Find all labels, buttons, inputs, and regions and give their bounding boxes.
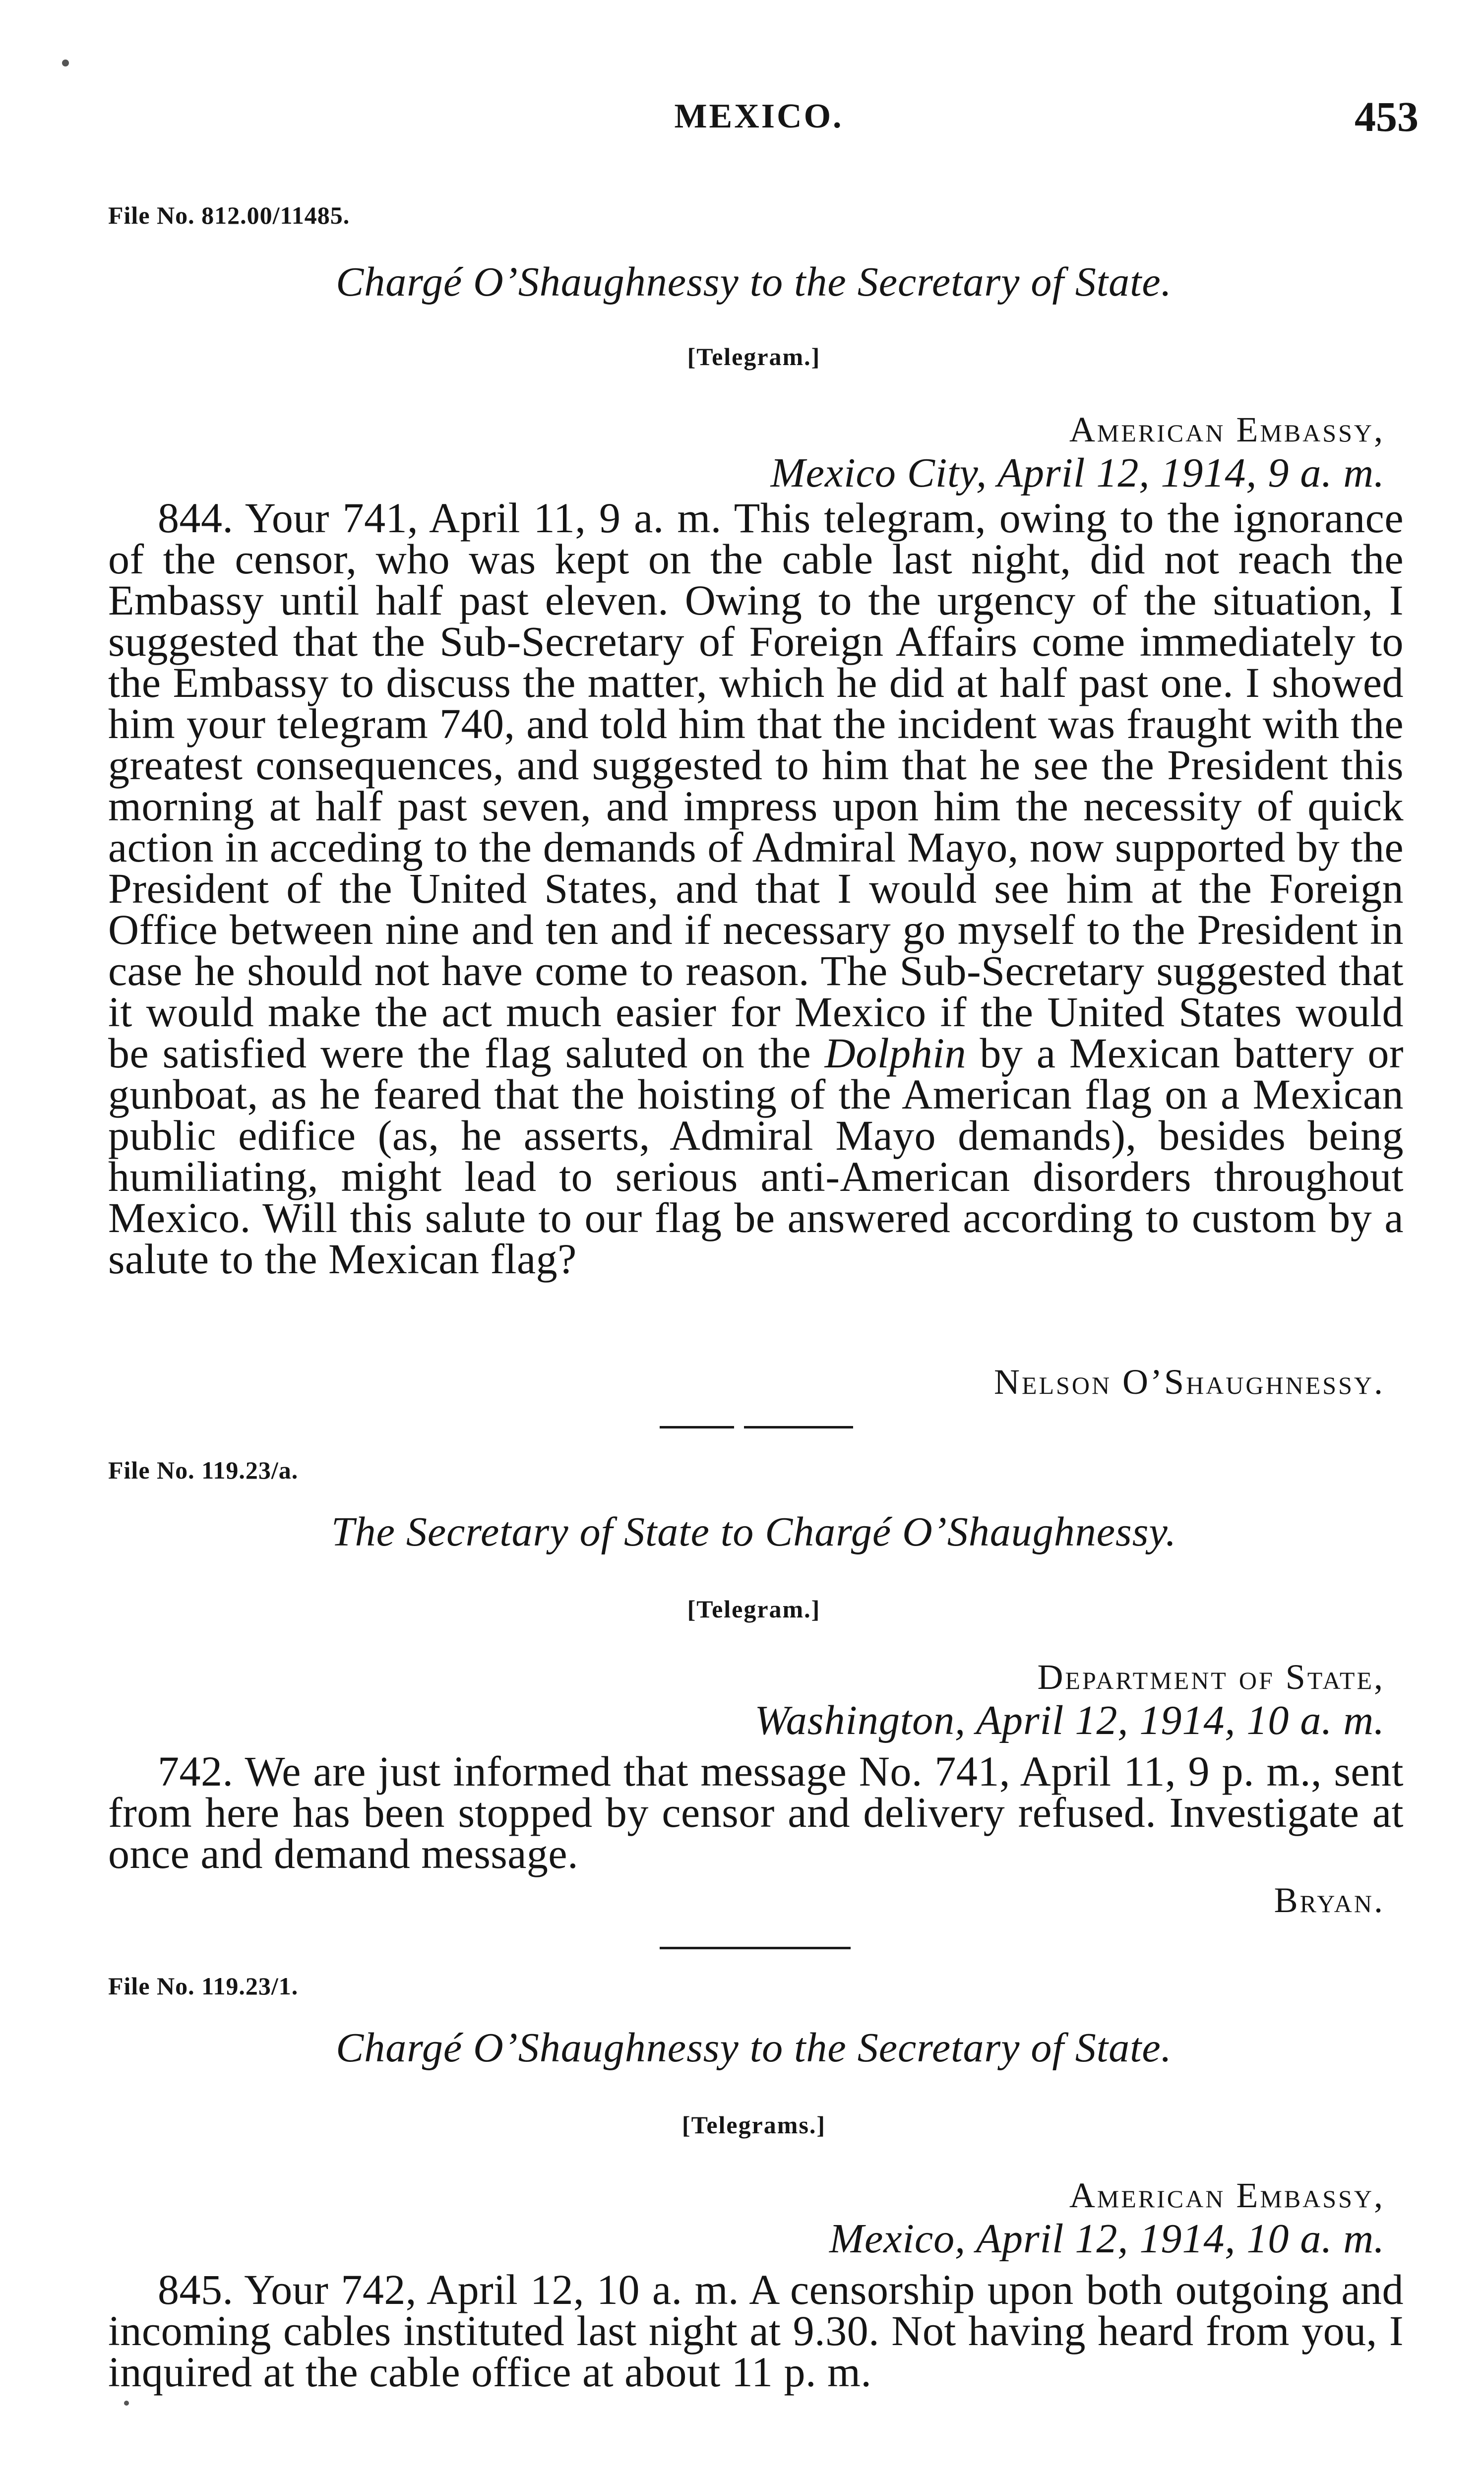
message-body-continued: by a Mexican battery or gunboat, as he feared that the hoisting of the American flag on a Mexican public edifice (as, he asserts, Admiral Mayo demands), besides being humiliating, might lead to serious anti-American disorders throughout Mexico. Will this salute to our flag be answered according to custom by a salute to the Mexican flag? bbox=[108, 1029, 1404, 1283]
file-number: File No. 119.23/a. bbox=[108, 1456, 299, 1484]
sender-line: American Embassy, bbox=[1069, 410, 1385, 449]
document-title: Chargé O’Shaughnessy to the Secretary of State. bbox=[336, 2025, 1172, 2071]
message-body bbox=[108, 494, 1404, 1283]
file-number: File No. 119.23/1. bbox=[108, 1972, 299, 2000]
signature: Nelson O’Shaughnessy. bbox=[993, 1362, 1385, 1402]
ship-name: Dolphin bbox=[824, 1029, 966, 1077]
telegram-note: [Telegram.] bbox=[687, 1595, 821, 1623]
document-title: Chargé O’Shaughnessy to the Secretary of State. bbox=[336, 259, 1172, 305]
print-speck bbox=[124, 2401, 129, 2406]
message-body: 742. We are just informed that message No. 741, April 11, 9 p. m., sent from here has been stopped by censor and delivery refused. Investigate at once and demand message. bbox=[108, 1747, 1404, 1877]
document-title: The Secretary of State to Chargé O’Shaughnessy. bbox=[331, 1509, 1177, 1555]
telegram-note: [Telegram.] bbox=[687, 343, 821, 371]
dateline: Mexico, April 12, 1914, 10 a. m. bbox=[829, 2216, 1385, 2262]
file-number: File No. 812.00/11485. bbox=[108, 201, 350, 229]
message-body: 845. Your 742, April 12, 10 a. m. A censorship upon both outgoing and incoming cables instituted last night at 9.30. Not having heard from you, I inquired at the cable office at about 11 p. m. bbox=[108, 2266, 1404, 2396]
sender-line: Department of State, bbox=[1037, 1657, 1385, 1697]
message-body-text: 844. Your 741, April 11, 9 a. m. This telegram, owing to the ignorance of the censor, who was kept on the cable last night, did not reach the Embassy until half past eleven. Owing to the urgency of the situation, I suggested that the Sub-Secretary of Foreign Affairs come immediately to the Embassy to discuss the matter, which he did at half past one. I showed him your telegram 740, and told him that the incident was fraught with the greatest consequences, and suggested to him that he see the President this morning at half past seven, and impress upon him the necessity of quick action in acceding to the demands of Admiral Mayo, now supported by the President of the United States, and that I would see him at the Foreign Office between nine and ten and if necessary go myself to the President in case he should not have come to reason. The Sub-Secretary suggested that it would make the act much easier for Mexico if the United States would be satisfied were the flag saluted on the bbox=[108, 494, 1404, 1077]
section-divider-right bbox=[744, 1426, 853, 1428]
section-divider-left bbox=[660, 1426, 734, 1428]
dateline: Washington, April 12, 1914, 10 a. m. bbox=[754, 1697, 1385, 1743]
sender-line: American Embassy, bbox=[1069, 2175, 1385, 2215]
section-divider bbox=[660, 1947, 851, 1949]
running-head: MEXICO. bbox=[674, 97, 844, 135]
page-number: 453 bbox=[1355, 93, 1419, 140]
print-speck bbox=[62, 60, 69, 66]
dateline: Mexico City, April 12, 1914, 9 a. m. bbox=[770, 450, 1385, 496]
signature: Bryan. bbox=[1274, 1880, 1385, 1920]
telegram-note: [Telegrams.] bbox=[681, 2111, 826, 2139]
